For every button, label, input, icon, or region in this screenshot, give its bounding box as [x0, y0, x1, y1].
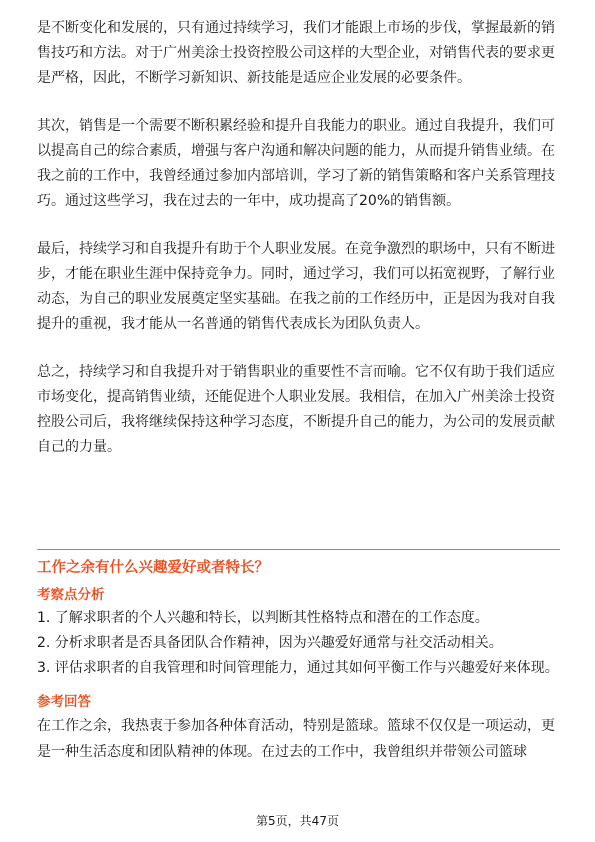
analysis-item-3: 3. 评估求职者的自我管理和时间管理能力，通过其如何平衡工作与兴趣爱好来体现。 — [37, 660, 559, 676]
analysis-heading: 考察点分析 — [37, 587, 105, 603]
section-divider — [37, 549, 560, 550]
question-heading: 工作之余有什么兴趣爱好或者特长？ — [37, 560, 269, 576]
interview-question-section — [37, 556, 560, 765]
analysis-item-2: 2. 分析求职者是否具备团队合作精神，因为兴趣爱好通常与社交活动相关。 — [37, 635, 503, 651]
paragraph-4: 总之，持续学习和自我提升对于销售职业的重要性不言而喻。它不仅有助于我们适应市场变化，提高销售业绩，还能促进个人职业发展。我相信，在加入广州美涂士投资控股公司后，我将继续保持这种学习态度，不断提升自己的能力，为公司的发展贡献自己的力量。 — [37, 364, 555, 455]
body-text — [37, 16, 560, 460]
paragraph-1: 是不断变化和发展的，只有通过持续学习，我们才能跟上市场的步伐，掌握最新的销售技巧和方法。对于广州美涂士投资控股公司这样的大型企业，对销售代表的要求更是严格，因此，不断学习新知识、新技能是适应企业发展的必要条件。 — [37, 20, 555, 86]
answer-text: 在工作之余，我热衷于参加各种体育活动，特别是篮球。篮球不仅仅是一项运动，更是一种生活态度和团队精神的体现。在过去的工作中，我曾组织并带领公司篮球 — [37, 718, 555, 760]
paragraph-2: 其次，销售是一个需要不断积累经验和提升自我能力的职业。通过自我提升，我们可以提高自己的综合素质，增强与客户沟通和解决问题的能力，从而提升销售业绩。在我之前的工作中，我曾经通过参加内部培训，学习了新的销售策略和客户关系管理技巧。通过这些学习，我在过去的一年中，成功提高了20%的销售额。 — [37, 118, 555, 209]
answer-heading: 参考回答 — [37, 694, 91, 710]
paragraph-3: 最后，持续学习和自我提升有助于个人职业发展。在竞争激烈的职场中，只有不断进步，才能在职业生涯中保持竞争力。同时，通过学习，我们可以拓宽视野，了解行业动态，为自己的职业发展奠定坚实基础。在我之前的工作经历中，正是因为我对自我提升的重视，我才能从一名普通的销售代表成长为团队负责人。 — [37, 241, 555, 332]
page-number: 第5页，共47页 — [256, 814, 339, 828]
analysis-item-1: 1. 了解求职者的个人兴趣和特长，以判断其性格特点和潜在的工作态度。 — [37, 610, 489, 626]
